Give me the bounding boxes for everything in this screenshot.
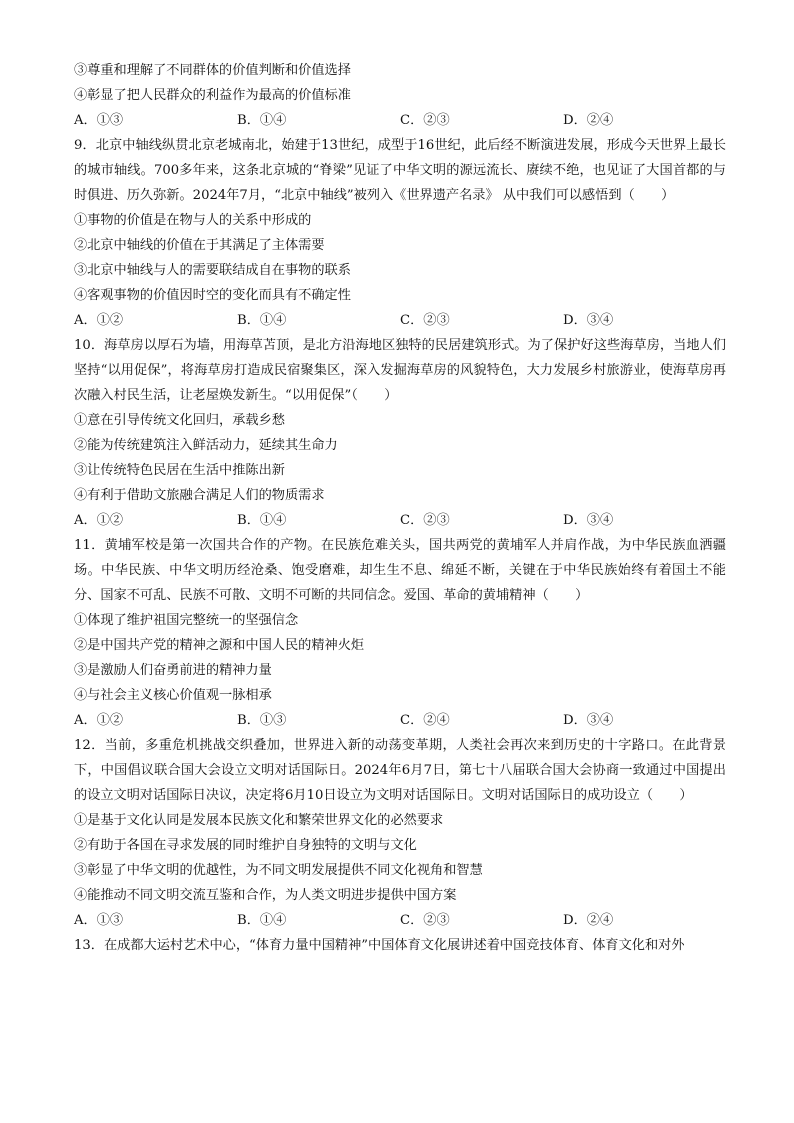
option-a[interactable]: A．①② — [74, 313, 124, 328]
option-a[interactable]: A．①② — [74, 713, 124, 728]
question-13-start: 13．在成都大运村艺术中心，“体育力量中国精神”中国体育文化展讲述着中国竞技体育、体育文化和对外 — [74, 938, 685, 953]
question-9 — [74, 133, 726, 333]
statement-1: ①体现了维护祖国完整统一的坚强信念 — [74, 613, 299, 628]
option-c[interactable]: C．②③ — [400, 313, 450, 328]
option-c[interactable]: C．②④ — [400, 713, 450, 728]
statement-1: ①是基于文化认同是发展本民族文化和繁荣世界文化的必然要求 — [74, 813, 444, 828]
option-a[interactable]: A．①② — [74, 513, 124, 528]
answer-options — [74, 108, 726, 133]
statement-4: ④有利于借助文旅融合满足人们的物质需求 — [74, 488, 325, 503]
option-d[interactable]: D．③④ — [563, 313, 614, 328]
answer-options — [74, 508, 726, 533]
answer-options — [74, 308, 726, 333]
exam-page — [74, 58, 726, 958]
statement-2: ②是中国共产党的精神之源和中国人民的精神火炬 — [74, 638, 365, 653]
statement-4: ④客观事物的价值因时空的变化而具有不确定性 — [74, 288, 351, 303]
option-c[interactable]: C．②③ — [400, 513, 450, 528]
question-10 — [74, 333, 726, 533]
statement-2: ②北京中轴线的价值在于其满足了主体需要 — [74, 238, 325, 253]
statement-4: ④彰显了把人民群众的利益作为最高的价值标准 — [74, 88, 351, 103]
answer-options — [74, 908, 726, 933]
option-b[interactable]: B．①④ — [237, 313, 287, 328]
option-c[interactable]: C．②③ — [400, 913, 450, 928]
question-8-tail — [74, 58, 726, 133]
question-stem: 12．当前，多重危机挑战交织叠加，世界进入新的动荡变革期，人类社会再次来到历史的十字路口。在此背景下，中国倡议联合国大会设立文明对话国际日。2024年6月7日，第七十八届联合国大会协商一致通过中国提出的设立文明对话国际日决议，决定将6月10日设立为文明对话国际日。文明对话国际日的成功设立（ ） — [74, 738, 726, 803]
option-b[interactable]: B．①④ — [237, 913, 287, 928]
option-d[interactable]: D．②④ — [563, 113, 614, 128]
question-stem: 11．黄埔军校是第一次国共合作的产物。在民族危难关头，国共两党的黄埔军人并肩作战，为中华民族血洒疆场。中华民族、中华文明历经沧桑、饱受磨难，却生生不息、绵延不断，关键在于中华民族始终有着国土不能分、国家不可乱、民族不可散、文明不可断的共同信念。爱国、革命的黄埔精神（ ） — [74, 538, 726, 603]
option-a[interactable]: A．①③ — [74, 913, 124, 928]
option-d[interactable]: D．③④ — [563, 513, 614, 528]
statement-4: ④与社会主义核心价值观一脉相承 — [74, 688, 272, 703]
option-d[interactable]: D．②④ — [563, 913, 614, 928]
option-b[interactable]: B．①④ — [237, 513, 287, 528]
statement-1: ①事物的价值是在物与人的关系中形成的 — [74, 213, 312, 228]
option-a[interactable]: A．①③ — [74, 113, 124, 128]
question-12 — [74, 733, 726, 933]
option-c[interactable]: C．②③ — [400, 113, 450, 128]
statement-1: ①意在引导传统文化回归，承载乡愁 — [74, 413, 285, 428]
statement-3: ③是激励人们奋勇前进的精神力量 — [74, 663, 272, 678]
answer-options — [74, 708, 726, 733]
statement-4: ④能推动不同文明交流互鉴和合作，为人类文明进步提供中国方案 — [74, 888, 457, 903]
statement-2: ②能为传统建筑注入鲜活动力，延续其生命力 — [74, 438, 338, 453]
statement-2: ②有助于各国在寻求发展的同时维护自身独特的文明与文化 — [74, 838, 417, 853]
question-stem: 10．海草房以厚石为墙，用海草苫顶，是北方沿海地区独特的民居建筑形式。为了保护好这些海草房，当地人们坚持“以用促保”，将海草房打造成民宿聚集区，深入发掘海草房的风貌特色，大力发展乡村旅游业，使海草房再次融入村民生活，让老屋焕发新生。“以用促保”（ ） — [74, 338, 726, 403]
question-11 — [74, 533, 726, 733]
option-b[interactable]: B．①③ — [237, 713, 287, 728]
statement-3: ③让传统特色民居在生活中推陈出新 — [74, 463, 285, 478]
statement-3: ③彰显了中华文明的优越性，为不同文明发展提供不同文化视角和智慧 — [74, 863, 483, 878]
statement-3: ③尊重和理解了不同群体的价值判断和价值选择 — [74, 63, 351, 78]
option-d[interactable]: D．③④ — [563, 713, 614, 728]
question-stem: 9．北京中轴线纵贯北京老城南北，始建于13世纪，成型于16世纪，此后经不断演进发展，形成今天世界上最长的城市轴线。700多年来，这条北京城的“脊梁”见证了中华文明的源远流长、赓续不绝，也见证了大国首都的与时俱进、历久弥新。2024年7月，“北京中轴线”被列入《世界遗产名录》 从中我们可以感悟到（ ） — [74, 138, 726, 203]
statement-3: ③北京中轴线与人的需要联结成自在事物的联系 — [74, 263, 351, 278]
option-b[interactable]: B．①④ — [237, 113, 287, 128]
